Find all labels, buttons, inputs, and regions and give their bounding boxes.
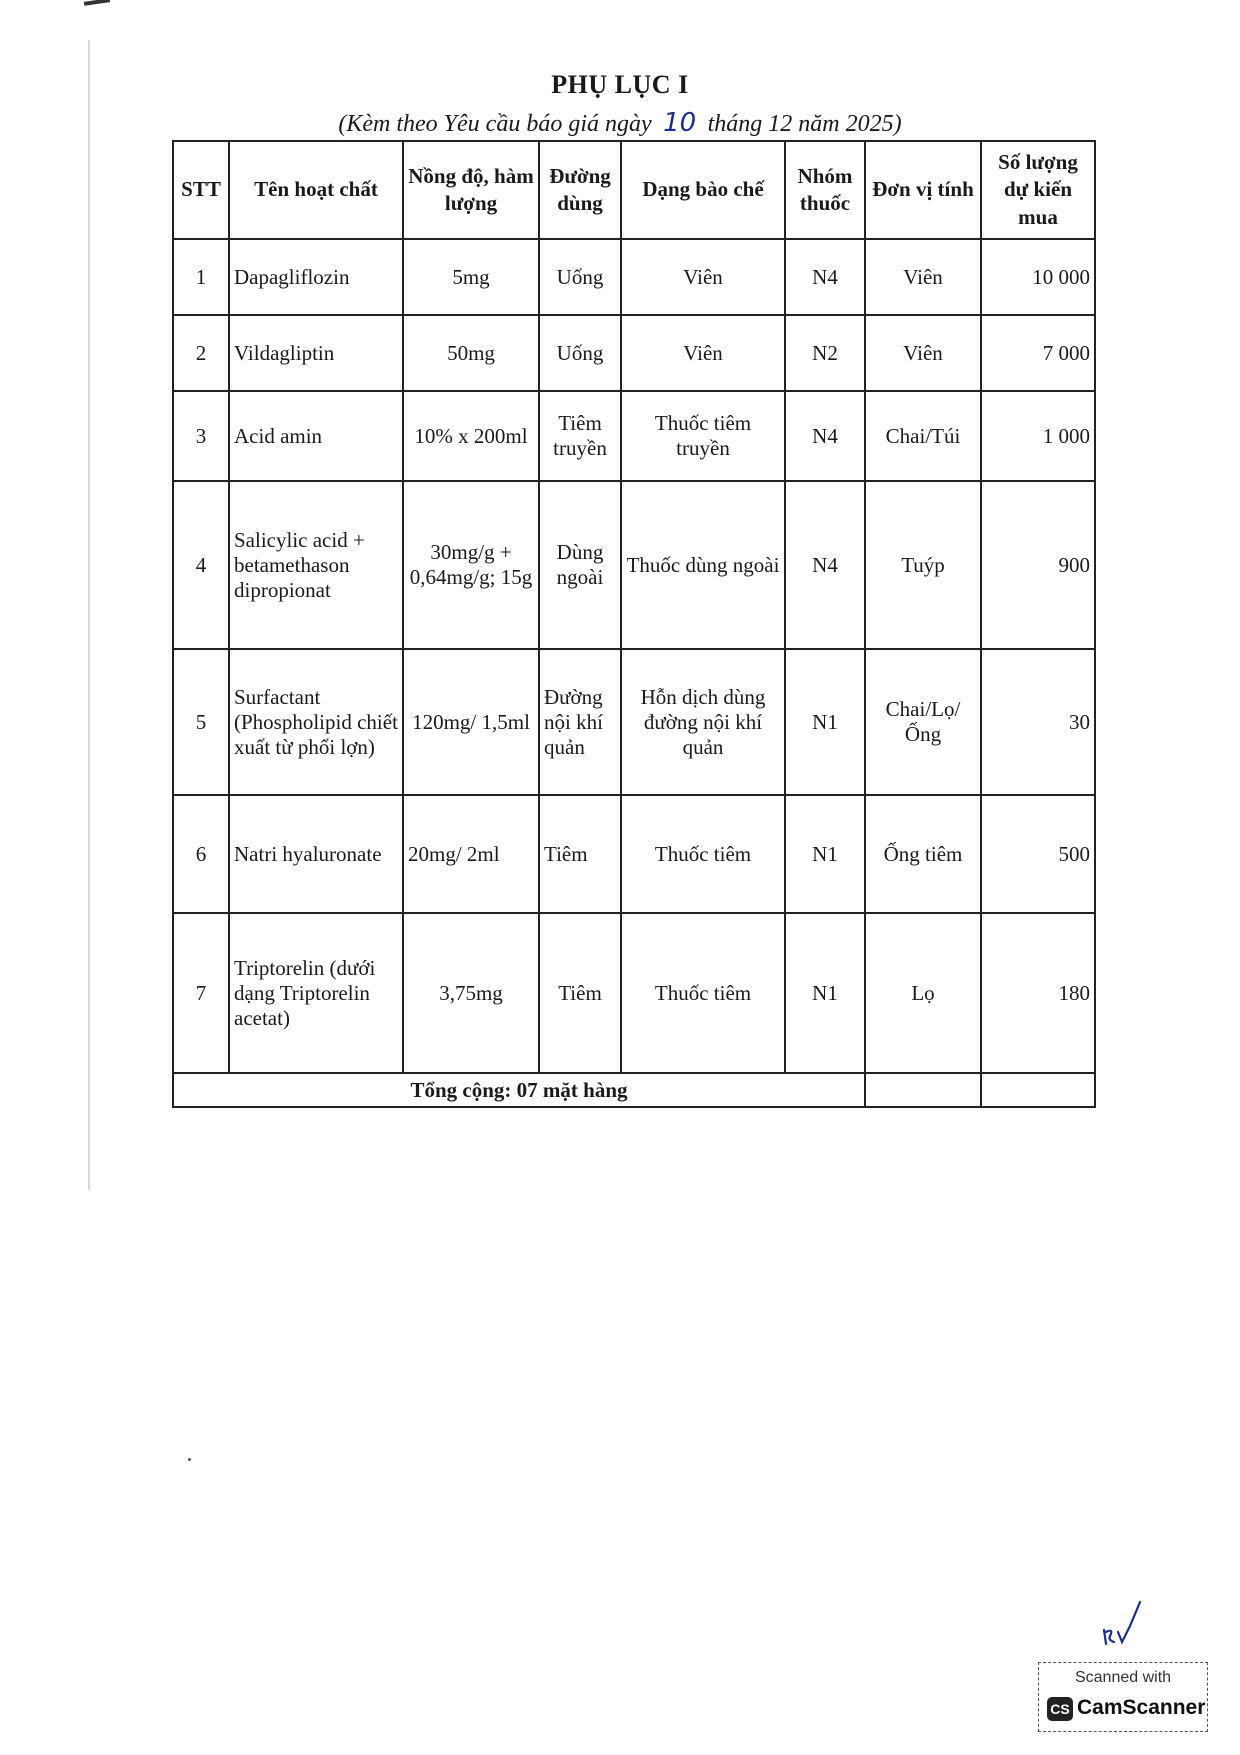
cell-unit: Lọ — [865, 913, 981, 1073]
cell-form: Thuốc dùng ngoài — [621, 481, 785, 649]
table-header-row — [173, 141, 1095, 239]
total-row — [173, 1073, 1095, 1107]
cell-stt: 7 — [173, 913, 229, 1073]
col-header-route: Đường dùng — [539, 141, 621, 239]
cell-strength: 5mg — [403, 239, 539, 315]
cell-group: N2 — [785, 315, 865, 391]
cell-qty: 500 — [981, 795, 1095, 913]
cell-strength: 50mg — [403, 315, 539, 391]
table-row — [173, 913, 1095, 1073]
camscanner-name: CamScanner — [1077, 1696, 1206, 1719]
cell-group: N1 — [785, 649, 865, 795]
page-title: PHỤ LỤC I — [551, 70, 689, 99]
table-row — [173, 315, 1095, 391]
cell-unit: Chai/Túi — [865, 391, 981, 481]
cell-stt: 1 — [173, 239, 229, 315]
table-row — [173, 391, 1095, 481]
col-header-qty: Số lượng dự kiến mua — [981, 141, 1095, 239]
cell-group: N4 — [785, 481, 865, 649]
cell-group: N4 — [785, 239, 865, 315]
cell-qty: 900 — [981, 481, 1095, 649]
cell-group: N4 — [785, 391, 865, 481]
cell-stt: 4 — [173, 481, 229, 649]
cell-form: Thuốc tiêm truyền — [621, 391, 785, 481]
cell-route: Uống — [539, 315, 621, 391]
cell-qty: 1 000 — [981, 391, 1095, 481]
subtitle-suffix: tháng 12 năm 2025) — [707, 111, 902, 137]
col-header-unit: Đơn vị tính — [865, 141, 981, 239]
total-qty-empty — [981, 1073, 1095, 1107]
cell-route: Tiêm — [539, 913, 621, 1073]
signature-mark — [1100, 1592, 1160, 1652]
cell-unit: Viên — [865, 239, 981, 315]
cell-name: Natri hyaluronate — [229, 795, 403, 913]
cell-form: Hỗn dịch dùng đường nội khí quản — [621, 649, 785, 795]
cell-stt: 3 — [173, 391, 229, 481]
appendix-table — [172, 140, 1096, 1108]
page-edge — [88, 40, 90, 1190]
cell-qty: 180 — [981, 913, 1095, 1073]
cell-strength: 30mg/g + 0,64mg/g; 15g — [403, 481, 539, 649]
camscanner-logo-icon: CS — [1047, 1697, 1073, 1721]
table-row — [173, 481, 1095, 649]
cell-unit: Ống tiêm — [865, 795, 981, 913]
cell-form: Viên — [621, 315, 785, 391]
col-header-stt: STT — [173, 141, 229, 239]
col-header-group: Nhóm thuốc — [785, 141, 865, 239]
table-row — [173, 239, 1095, 315]
cell-stt: 2 — [173, 315, 229, 391]
scan-speck — [188, 1458, 191, 1461]
total-unit-empty — [865, 1073, 981, 1107]
cell-name: Triptorelin (dưới dạng Triptorelin acetat) — [229, 913, 403, 1073]
cell-unit: Chai/Lọ/ Ống — [865, 649, 981, 795]
col-header-strength: Nồng độ, hàm lượng — [403, 141, 539, 239]
cell-name: Dapagliflozin — [229, 239, 403, 315]
total-label: Tổng cộng: 07 mặt hàng — [173, 1073, 865, 1107]
cell-route: Uống — [539, 239, 621, 315]
cell-strength: 120mg/ 1,5ml — [403, 649, 539, 795]
cell-unit: Tuýp — [865, 481, 981, 649]
cell-strength: 20mg/ 2ml — [403, 795, 539, 913]
cell-qty: 7 000 — [981, 315, 1095, 391]
cell-group: N1 — [785, 913, 865, 1073]
cell-name: Surfactant (Phospholipid chiết xuất từ phổi lợn) — [229, 649, 403, 795]
subtitle-prefix: (Kèm theo Yêu cầu báo giá ngày — [338, 111, 652, 137]
camscanner-badge — [1038, 1662, 1208, 1732]
cell-stt: 5 — [173, 649, 229, 795]
cell-name: Salicylic acid + betamethason dipropionat — [229, 481, 403, 649]
cell-name: Vildagliptin — [229, 315, 403, 391]
col-header-form: Dạng bào chế — [621, 141, 785, 239]
cell-strength: 10% x 200ml — [403, 391, 539, 481]
cell-form: Thuốc tiêm — [621, 795, 785, 913]
cell-form: Thuốc tiêm — [621, 913, 785, 1073]
cell-strength: 3,75mg — [403, 913, 539, 1073]
page-subtitle — [0, 108, 1240, 138]
cell-stt: 6 — [173, 795, 229, 913]
cell-qty: 30 — [981, 649, 1095, 795]
corner-mark — [84, 0, 110, 6]
cell-qty: 10 000 — [981, 239, 1095, 315]
cell-route: Tiêm — [539, 795, 621, 913]
cell-route: Tiêm truyền — [539, 391, 621, 481]
scanned-with-label: Scanned with — [1074, 1669, 1172, 1686]
cell-unit: Viên — [865, 315, 981, 391]
cell-form: Viên — [621, 239, 785, 315]
table-row — [173, 649, 1095, 795]
handwritten-day: 10 — [663, 108, 697, 138]
col-header-name: Tên hoạt chất — [229, 141, 403, 239]
cell-route: Dùng ngoài — [539, 481, 621, 649]
cell-group: N1 — [785, 795, 865, 913]
table-row — [173, 795, 1095, 913]
cell-route: Đường nội khí quản — [539, 649, 621, 795]
cell-name: Acid amin — [229, 391, 403, 481]
